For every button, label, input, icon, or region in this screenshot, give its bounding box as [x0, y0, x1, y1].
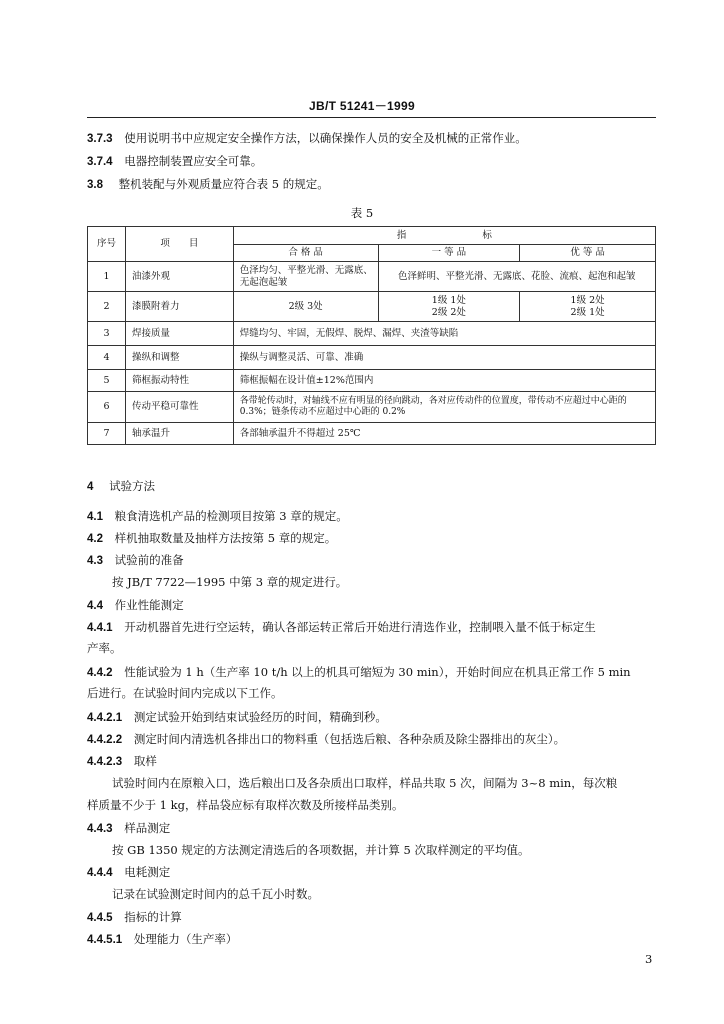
cell-item: 轴承温升: [125, 423, 233, 445]
standard-header: JB/T 51241－1999: [309, 99, 415, 113]
clause-4-4-2-1: [87, 710, 387, 725]
cell-no: 2: [88, 292, 126, 322]
table-caption: 表 5: [350, 206, 374, 220]
cell-no: 6: [88, 392, 126, 423]
clause-text: 测定时间内清选机各排出口的物料重（包括选后粮、各种杂质及除尘器排出的灰尘）。: [133, 732, 566, 746]
clause-4-4-1: [87, 620, 596, 635]
clause-4-4-5: [87, 910, 182, 925]
clause-number: 4.1: [87, 511, 103, 523]
cell-requirement: 筛框振幅在设计值±12%范围内: [233, 370, 655, 392]
clause-number: 3.7.4: [87, 156, 113, 168]
table-row: [88, 423, 656, 445]
header-rule: [87, 117, 656, 118]
header-superior: 优 等 品: [520, 245, 656, 262]
cell-item: 传动平稳可靠性: [125, 392, 233, 423]
paragraph-text: 按 JB/T 7722—1995 中第 3 章的规定进行。: [112, 575, 348, 589]
clause-4-2: [87, 531, 336, 546]
cell-no: 7: [88, 423, 126, 445]
paragraph-text: 按 GB 1350 规定的方法测定清选后的各项数据，并计算 5 次取样测定的平均值。: [112, 843, 530, 857]
cell-item: 油漆外观: [125, 262, 233, 292]
clause-text: 处理能力（生产率）: [133, 932, 238, 946]
table-header-row: [88, 227, 656, 245]
cell-qualified: 2级 3处: [233, 292, 378, 322]
page-number: 3: [645, 952, 653, 966]
clause-text: 试验前的准备: [114, 553, 184, 567]
cell-qualified: 色泽均匀、平整光滑、无露底、无起泡起皱: [233, 262, 378, 292]
clause-4-4-2-2: [87, 732, 565, 747]
clause-text: 测定试验开始到结束试验经历的时间，精确到秒。: [133, 710, 387, 724]
clause-4-3: [87, 553, 184, 568]
clause-text: 电器控制装置应安全可靠。: [124, 154, 263, 168]
cell-requirement: 各带轮传动时，对轴线不应有明显的径向跳动，各对应传动件的位置度，带传动不应超过中心距的 0.3%；链条传动不应超过中心距的 0.2%: [233, 392, 655, 423]
clause-number: 4.4.2: [87, 667, 113, 679]
cell-requirement: 各部轴承温升不得超过 25℃: [233, 423, 655, 445]
cell-item: 漆膜附着力: [125, 292, 233, 322]
clause-number: 4.4.2.3: [87, 756, 123, 768]
clause-3-8: [87, 177, 329, 192]
paragraph-text: 试验时间内在原粮入口，选后粮出口及各杂质出口取样，样品共取 5 次，间隔为 3~8 min，每次粮: [112, 776, 618, 790]
clause-4-4-2: [87, 665, 631, 680]
paragraph-text: 样质量不少于 1 kg，样品袋应标有取样次数及所接样品类别。: [87, 798, 404, 812]
table-row: [88, 392, 656, 423]
clause-4-4-5-1: [87, 932, 237, 947]
clause-text: 整机装配与外观质量应符合表 5 的规定。: [118, 177, 329, 191]
cell-item: 筛框振动特性: [125, 370, 233, 392]
section-4-heading: [87, 479, 155, 494]
table-row: [88, 292, 656, 322]
header-item: 项 目: [125, 227, 233, 262]
clause-text: 性能试验为 1 h（生产率 10 t/h 以上的机具可缩短为 30 min），开始时间应在机具正常工作 5 min: [124, 665, 631, 679]
header-seq: 序号: [88, 227, 126, 262]
header-index: 指 标: [233, 227, 655, 245]
cell-first: 1级 1处 2级 2处: [378, 292, 520, 322]
cell-item: 操纵和调整: [125, 346, 233, 370]
cell-requirement: 焊缝均匀、牢固，无假焊、脱焊、漏焊、夹渣等缺陷: [233, 322, 655, 346]
clause-3-7-3: [87, 131, 527, 146]
table-row: [88, 370, 656, 392]
clause-text: 粮食清选机产品的检测项目按第 3 章的规定。: [114, 509, 348, 523]
cell-no: 5: [88, 370, 126, 392]
clause-number: 4.2: [87, 533, 103, 545]
clause-3-7-4: [87, 154, 262, 169]
clause-text: 开动机器首先进行空运转，确认各部运转正常后开始进行清选作业，控制喂入量不低于标定生: [124, 620, 596, 634]
clause-number: 4.4.2.2: [87, 734, 123, 746]
clause-number: 4.4.4: [87, 867, 113, 879]
header-first: 一 等 品: [378, 245, 520, 262]
clause-number: 4.3: [87, 555, 103, 567]
table-row: [88, 346, 656, 370]
clause-text: 使用说明书中应规定安全操作方法，以确保操作人员的安全及机械的正常作业。: [124, 131, 527, 145]
cell-item: 焊接质量: [125, 322, 233, 346]
clause-4-4: [87, 598, 184, 613]
paragraph-text: 记录在试验测定时间内的总千瓦小时数。: [112, 887, 319, 901]
clause-number: 4.4: [87, 600, 103, 612]
clause-number: 4.4.2.1: [87, 712, 123, 724]
clause-number: 3.7.3: [87, 133, 113, 145]
clause-text: 试验方法: [109, 479, 156, 493]
clause-number: 4.4.1: [87, 622, 113, 634]
cell-no: 4: [88, 346, 126, 370]
clause-text: 作业性能测定: [114, 598, 184, 612]
clause-4-4-4: [87, 865, 170, 880]
header-qualified: 合 格 品: [233, 245, 378, 262]
table-row: [88, 322, 656, 346]
cell-no: 1: [88, 262, 126, 292]
table-row: [88, 262, 656, 292]
clause-4-1: [87, 509, 348, 524]
clause-4-4-3: [87, 821, 170, 836]
clause-number: 3.8: [87, 179, 103, 191]
clause-text: 电耗测定: [124, 865, 171, 879]
clause-text: 指标的计算: [124, 910, 182, 924]
clause-text: 样品测定: [124, 821, 171, 835]
clause-text: 取样: [133, 754, 157, 768]
cell-superior: 1级 2处 2级 1处: [520, 292, 656, 322]
clause-number: 4.4.3: [87, 823, 113, 835]
clause-number: 4: [87, 481, 94, 493]
clause-number: 4.4.5.1: [87, 934, 123, 946]
cell-no: 3: [88, 322, 126, 346]
paragraph-text: 后进行。在试验时间内完成以下工作。: [87, 686, 283, 700]
cell-requirement: 操纵与调整灵活、可靠、准确: [233, 346, 655, 370]
clause-4-4-2-3: [87, 754, 157, 769]
clause-text: 样机抽取数量及抽样方法按第 5 章的规定。: [114, 531, 337, 545]
assembly-quality-table: [87, 226, 656, 445]
paragraph-text: 产率。: [87, 641, 122, 655]
cell-first-superior: 色泽鲜明、平整光滑、无露底、花脸、流痕、起泡和起皱: [378, 262, 656, 292]
clause-number: 4.4.5: [87, 912, 113, 924]
